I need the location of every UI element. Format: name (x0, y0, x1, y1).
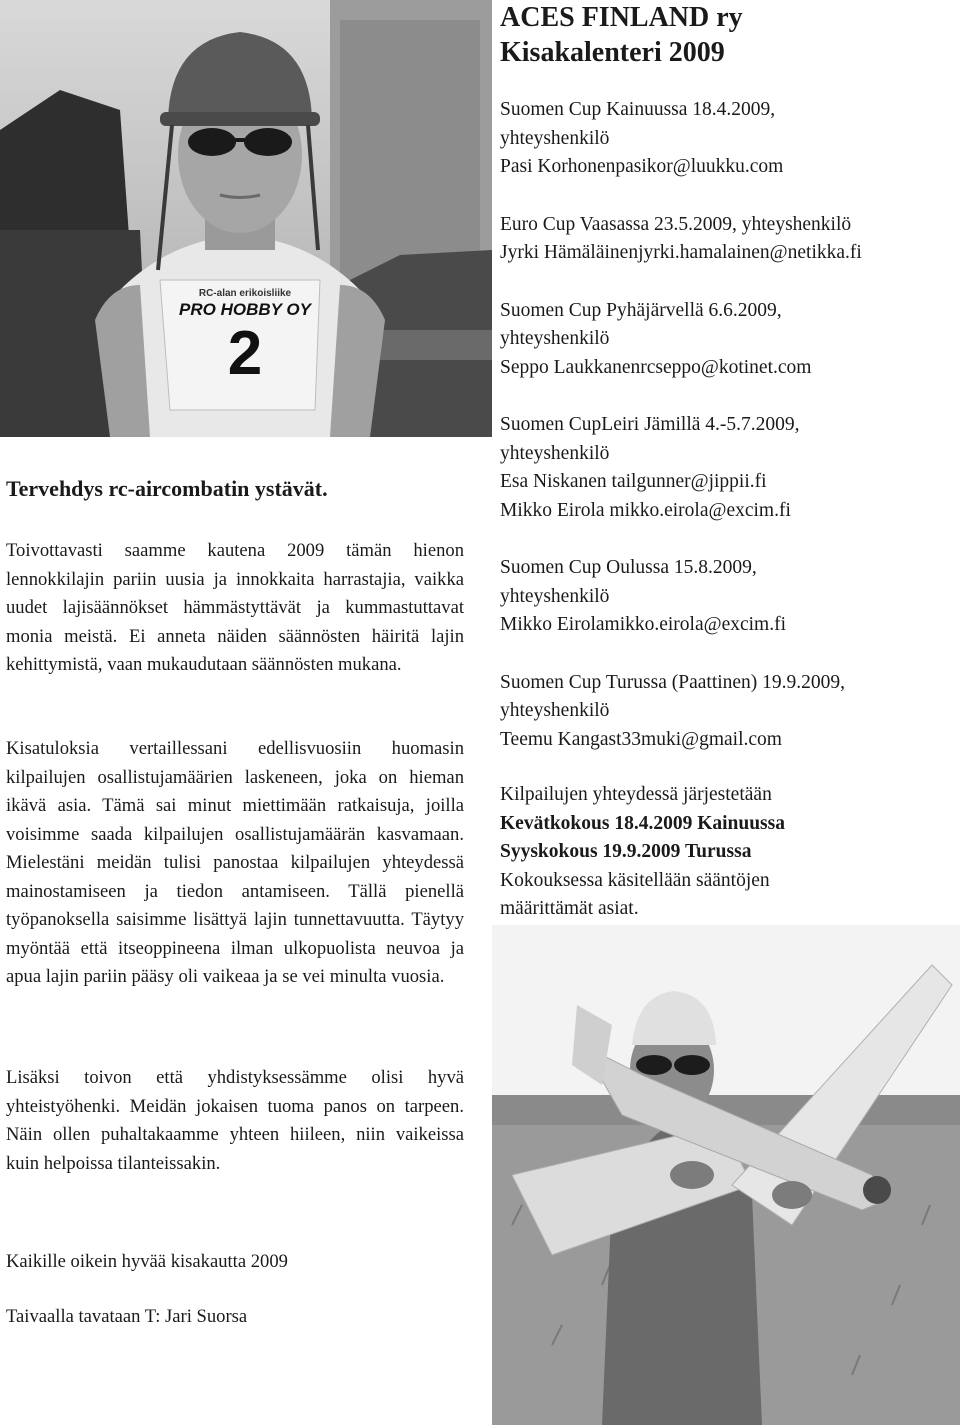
meetings-block (500, 781, 950, 924)
event-line: Suomen Cup Oulussa 15.8.2009, (500, 557, 757, 578)
event-contact: Pasi Korhonenpasikor@luukku.com (500, 156, 784, 177)
event-contact: Esa Niskanen tailgunner@jippii.fi (500, 471, 767, 492)
pilot-with-model-plane-photo (492, 925, 960, 1425)
event-line: yhteyshenkilö (500, 127, 610, 149)
event-line: Suomen Cup Kainuussa 18.4.2009, (500, 99, 776, 120)
page-header (500, 0, 950, 70)
article-signature: Taivaalla tavataan T: Jari Suorsa (6, 1306, 248, 1327)
event-line: yhteyshenkilö (500, 442, 610, 464)
bib-number: 2 (227, 319, 263, 388)
event-contact: Mikko Eirolamikko.eirola@excim.fi (500, 614, 787, 635)
event-line: yhteyshenkilö (500, 700, 610, 721)
event-item (500, 411, 950, 525)
event-contact: Mikko Eirola mikko.eirola@excim.fi (500, 499, 791, 521)
event-line: Suomen Cup Turussa (Paattinen) 19.9.2009, (500, 671, 846, 693)
shirt-print-line1: RC-alan erikoisliike (198, 288, 292, 299)
event-contact: Teemu Kangast33muki@gmail.com (500, 728, 782, 750)
meetings-outro: määrittämät asiat. (500, 898, 639, 919)
event-contact: Jyrki Hämäläinenjyrki.hamalainen@netikka.fi (500, 242, 862, 263)
event-contact: Seppo Laukkanenrcseppo@kotinet.com (500, 356, 812, 378)
org-name: ACES FINLAND ry (500, 2, 743, 33)
event-list (500, 96, 950, 783)
event-line: Suomen Cup Pyhäjärvellä 6.6.2009, (500, 299, 782, 321)
event-line: Suomen CupLeiri Jämillä 4.-5.7.2009, (500, 414, 800, 435)
meetings-outro: Kokouksessa käsitellään sääntöjen (500, 869, 770, 891)
event-line: yhteyshenkilö (500, 328, 610, 349)
shirt-print-line2: PRO HOBBY OY (179, 300, 311, 319)
event-item (500, 554, 950, 640)
event-item (500, 96, 950, 182)
pilot-portrait-photo (0, 0, 492, 437)
article-closing: Kaikille oikein hyvää kisakautta 2009 (6, 1251, 288, 1272)
event-item (500, 669, 950, 755)
article-paragraph: Lisäksi toivon että yhdistyksessämme olisi hyvä yhteistyöhenki. Meidän jokaisen tuoma panos on tarpeen. Näin ollen puhaltakaamme yhteen hiileen, niin vaikeissa kuin helpoissa tilanteissakin. (6, 1067, 464, 1174)
article-greeting: Tervehdys rc-aircombatin ystävät. (6, 476, 328, 501)
event-line: Euro Cup Vaasassa 23.5.2009, yhteyshenkilö (500, 213, 852, 235)
autumn-meeting: Syyskokous 19.9.2009 Turussa (500, 841, 752, 862)
meetings-intro: Kilpailujen yhteydessä järjestetään (500, 784, 772, 805)
article-paragraph: Kisatuloksia vertaillessani edellisvuosiin huomasin kilpailujen osallistujamäärien laskeneen, joka on hieman ikävä asia. Tämä sai minut miettimään ratkaisuja, joilla voisimme saada kilpailujen osallistujamäärän kasvamaan. Mielestäni meidän tulisi panostaa kilpailujen yhteydessä mainostamiseen ja tiedon antamiseen. Tällä pienellä työpanoksella saisimme lisättyä lajin tunnettavuutta. Täytyy myöntää että itseoppineena ilman ulkopuolista neuvoa ja apua lajin pariin pääsy oli vaikeaa ja se vei minulta vuosia. (6, 738, 464, 987)
spring-meeting: Kevätkokous 18.4.2009 Kainuussa (500, 812, 785, 834)
article-paragraph: Toivottavasti saamme kautena 2009 tämän hienon lennokkilajin pariin uusia ja innokkaita harrastajia, vaikka uudet lajisäännökset hämmästyttävät ja kummastuttavat monia meistä. Ei anneta näiden säännösten häiritä lajin kehittymistä, vaan mukaudutaan säännösten mukana. (6, 540, 464, 675)
event-item (500, 211, 950, 268)
event-line: yhteyshenkilö (500, 585, 610, 607)
event-item (500, 297, 950, 383)
calendar-title: Kisakalenteri 2009 (500, 37, 725, 68)
